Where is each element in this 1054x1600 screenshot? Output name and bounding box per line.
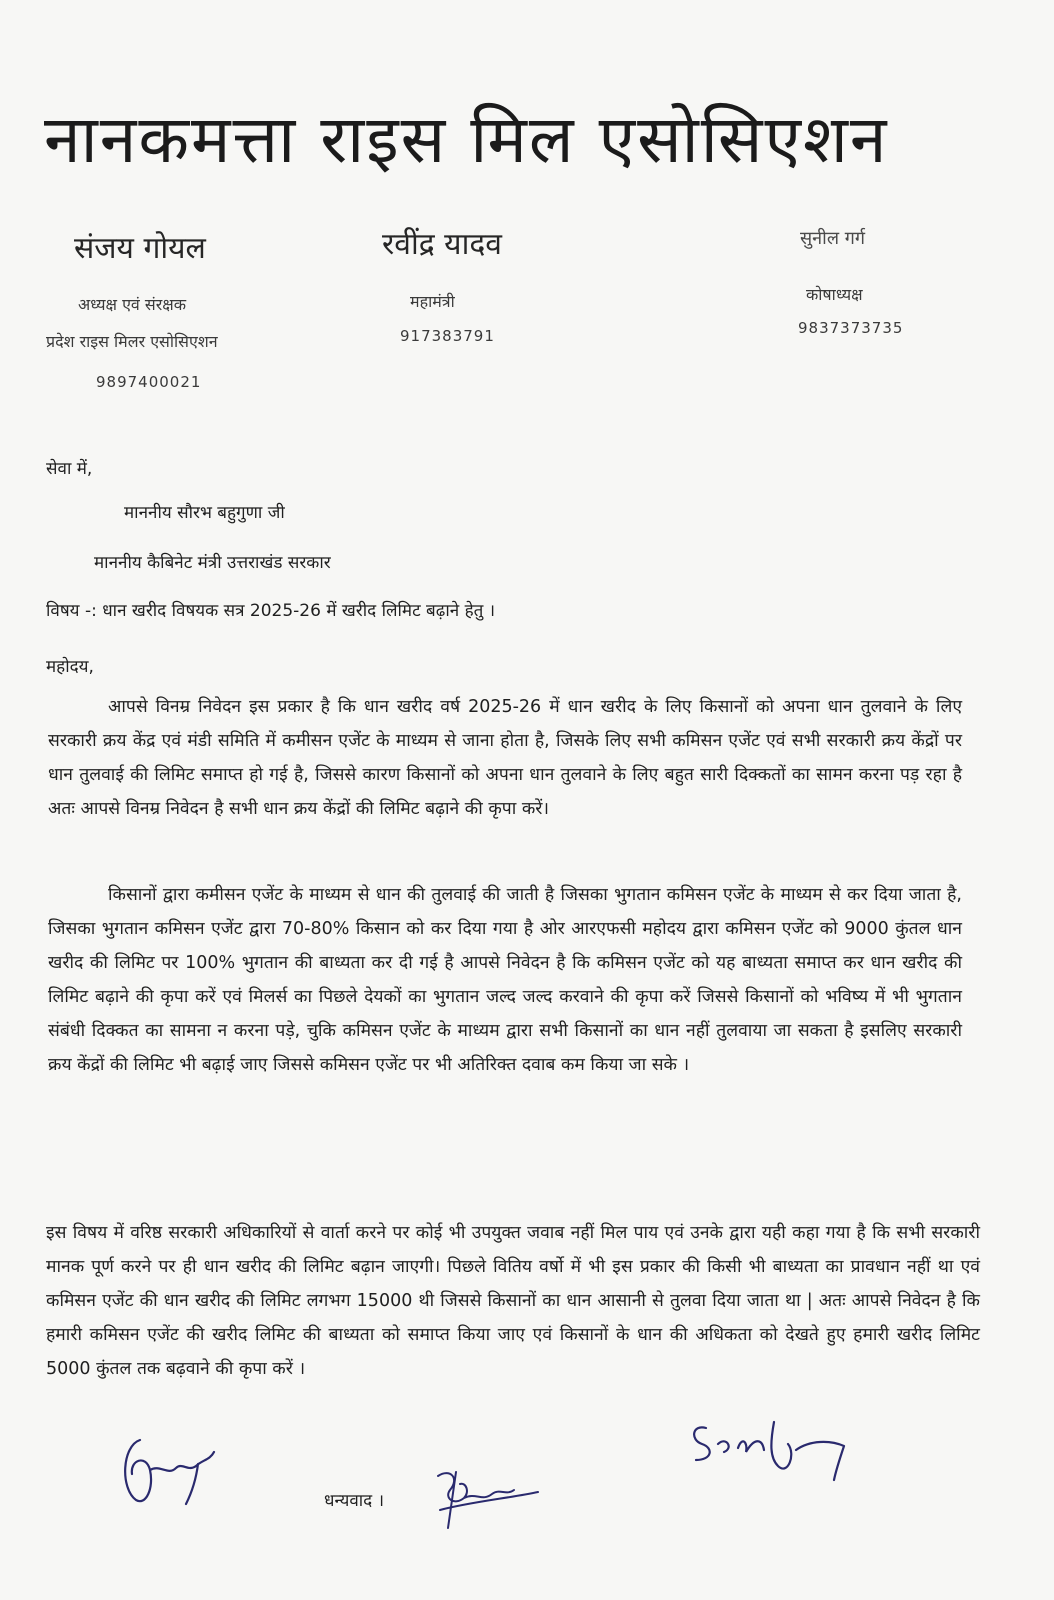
signature-middle [420,1462,550,1532]
greeting: महोदय, [46,657,94,677]
officer-1-name: संजय गोयल [74,231,206,266]
officer-1-designation: अध्यक्ष एवं संरक्षक [78,295,187,314]
body-paragraph-1: आपसे विनम्र निवेदन इस प्रकार है कि धान खरीद वर्ष 2025-26 में धान खरीद के लिए किसानों को अपना धान तुलवाने के लिए सरकारी क्रय केंद्र एवं मंडी समिति में कमीसन एजेंट के माध्यम से जाना होता है, जिसके लिए सभी कमिसन एजेंट एवं सभी सरकारी क्रय केंद्रों पर धान तुलवाई की लिमिट समाप्त हो गई है, जिससे कारण किसानों को अपना धान तुलवाने के लिए बहुत सारी दिक्कतों का सामन करना पड़ रहा है अतः आपसे विनम्र निवेदन है सभी धान क्रय केंद्रों की लिमिट बढ़ाने की कृपा करें। [48,697,962,819]
officer-1-designation-line2: प्रदेश राइस मिलर एसोसिएशन [46,332,218,351]
officer-1-phone: 9897400021 [96,373,202,391]
recipient-line-2: माननीय कैबिनेट मंत्री उत्तराखंड सरकार [94,553,331,573]
officer-3-name: सुनील गर्ग [800,228,866,249]
salutation-to: सेवा में, [46,459,93,479]
officer-2-phone: 917383791 [400,327,495,345]
recipient-line-1: माननीय सौरभ बहुगुणा जी [124,503,285,523]
body-paragraph-3: इस विषय में वरिष्ठ सरकारी अधिकारियों से वार्ता करने पर कोई भी उपयुक्त जवाब नहीं मिल पाय एवं उनके द्वारा यही कहा गया है कि सभी सरकारी मानक पूर्ण करने पर ही धान खरीद की लिमिट बढ़ान जाएगी। पिछले वितिय वर्षो में भी इस प्रकार की किसी भी बाध्यता का प्रावधान नहीं था एवं कमिसन एजेंट की धान खरीद की लिमिट लगभग 15000 थी जिससे किसानों का धान आसानी से तुलवा दिया जाता था | अतः आपसे निवेदन है कि हमारी कमिसन एजेंट की खरीद लिमिट की बाध्यता को समाप्त किया जाए एवं किसानों के धान की अधिकता को देखते हुए हमारी खरीद लिमिट 5000 कुंतल तक बढ़वाने की कृपा करें । [46,1223,980,1379]
officer-2-designation: महामंत्री [410,292,455,311]
signature-right [684,1414,864,1484]
subject-line: विषय -: धान खरीद विषयक सत्र 2025-26 में खरीद लिमिट बढ़ाने हेतु । [46,601,496,621]
closing-thanks: धन्यवाद । [324,1491,385,1511]
signature-left [110,1430,230,1510]
officer-2-name: रवींद्र यादव [382,227,502,262]
body-paragraph-2: किसानों द्वारा कमीसन एजेंट के माध्यम से धान की तुलवाई की जाती है जिसका भुगतान कमिसन एजेंट के माध्यम से कर दिया जाता है, जिसका भुगतान कमिसन एजेंट द्वारा 70-80% किसान को कर दिया गया है ओर आरएफसी महोदय द्वारा कमिसन एजेंट को 9000 कुंतल धान खरीद की लिमिट पर 100% भुगतान की बाध्यता कर दी गई है आपसे निवेदन है कि कमिसन एजेंट को यह बाध्यता समाप्त कर धान खरीद की लिमिट बढ़ाने की कृपा करें एवं मिलर्स का पिछले देयकों का भुगतान जल्द जल्द करवाने की कृपा करें जिससे किसानों को भविष्य में भी भुगतान संबंधी दिक्कत का सामना न करना पड़े, चुकि कमिसन एजेंट के माध्यम द्वारा सभी किसानों का धान नहीं तुलवाया जा सकता है इसलिए सरकारी क्रय केंद्रों की लिमिट भी बढ़ाई जाए जिससे कमिसन एजेंट पर भी अतिरिक्त दवाब कम किया जा सके । [48,885,962,1075]
officer-3-designation: कोषाध्यक्ष [806,285,863,304]
association-title: नानकमत्ता राइस मिल एसोसिएशन [44,101,889,178]
officer-3-phone: 9837373735 [798,319,904,337]
